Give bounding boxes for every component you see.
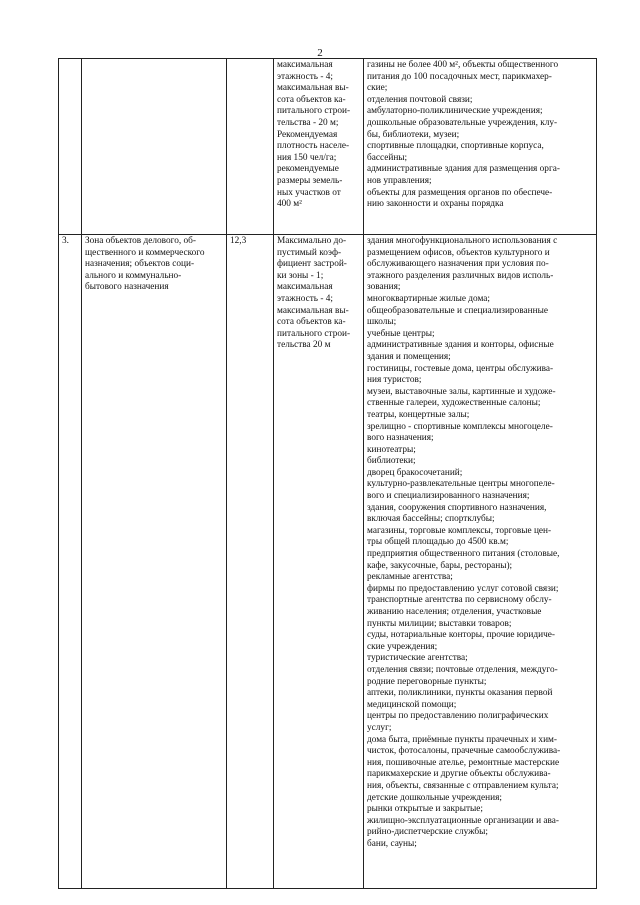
cell-params: Максимально до- пустимый коэф- фициент застрой- ки зоны - 1; максимальная этажность - 4; максимальная вы- сота объектов ка- питального строи- тельства 20 м: [274, 235, 364, 889]
page-number: 2: [317, 47, 323, 59]
cell-area: 12,3: [227, 235, 274, 889]
cell-zone: [82, 59, 227, 235]
zoning-table: [58, 58, 597, 889]
cell-number: 3.: [59, 235, 82, 889]
cell-params: максимальная этажность - 4; максимальная вы- сота объектов ка- питального строи- тельства - 20 м; Рекомендуемая плотность населе- ния 150 чел/га; рекомендуемые размеры земель- ных участков от 400 м²: [274, 59, 364, 235]
cell-uses: здания многофункционального использования с размещением офисов, объектов культурного и обслуживающего назначения при условия по- этажного разделения различных видов исполь- зования; многоквартирные жилые дома; общеобразовательные и специализированные школы; учебные центры; административные здания и конторы, офисные здания и помещения; гостиницы, гостевые дома, центры обслужива- ния туристов; музеи, выставочные залы, картинные и художе- ственные галереи, художественные салоны; театры, концертные залы; зрелищно - спортивные комплексы многоцеле- вого назначения; кинотеатры; библиотеки; дворец бракосочетаний; культурно-развлекательные центры многопеле- вого и специализированного назначения; здания, сооружения спортивного назначения, включая бассейны; спортклубы; магазины, торговые комплексы, торговые цен- тры общей площадью до 4500 кв.м; предприятия общественного питания (столовые, кафе, закусочные, бары, рестораны); рекламные агентства; фирмы по предоставлению услуг сотовой связи; транспортные агентства по сервисному обслу- живанию населения; отделения, участковые пункты милиции; выставки товаров; суды, нотариальные конторы, прочие юридиче- ские учреждения; туристические агентства; отделения связи; почтовые отделения, междуго- родние переговорные пункты; аптеки, поликлиники, пункты оказания первой медицинской помощи; центры по предоставлению полиграфических услуг; дома быта, приёмные пункты прачечных и хим- чисток, фотосалоны, прачечные самообслужива- ния, пошивочные ателье, ремонтные мастерские парикмахерские и другие объекты обслужива- ния, объекты, связанные с отправлением культа; детские дошкольные учреждения; рынки открытые и закрытые; жилищно-эксплуатационные организации и ава- рийно-диспетчерские службы; бани, сауны;: [364, 235, 597, 889]
cell-number: [59, 59, 82, 235]
cell-zone: Зона объектов делового, об- щественного и коммерческого назначения; объектов соци- ального и коммунально- бытового назначения: [82, 235, 227, 889]
cell-area: [227, 59, 274, 235]
table-row: [59, 235, 597, 889]
table-row: [59, 59, 597, 235]
cell-uses: газины не более 400 м², объекты общественного питания до 100 посадочных мест, парикмахер- ские; отделения почтовой связи; амбулаторно-поликлинические учреждения; дошкольные образовательные учреждения, клу- бы, библиотеки, музеи; спортивные площадки, спортивные корпуса, бассейны; административные здания для размещения орга- нов управления; объекты для размещения органов по обеспече- нию законности и охраны порядка: [364, 59, 597, 235]
